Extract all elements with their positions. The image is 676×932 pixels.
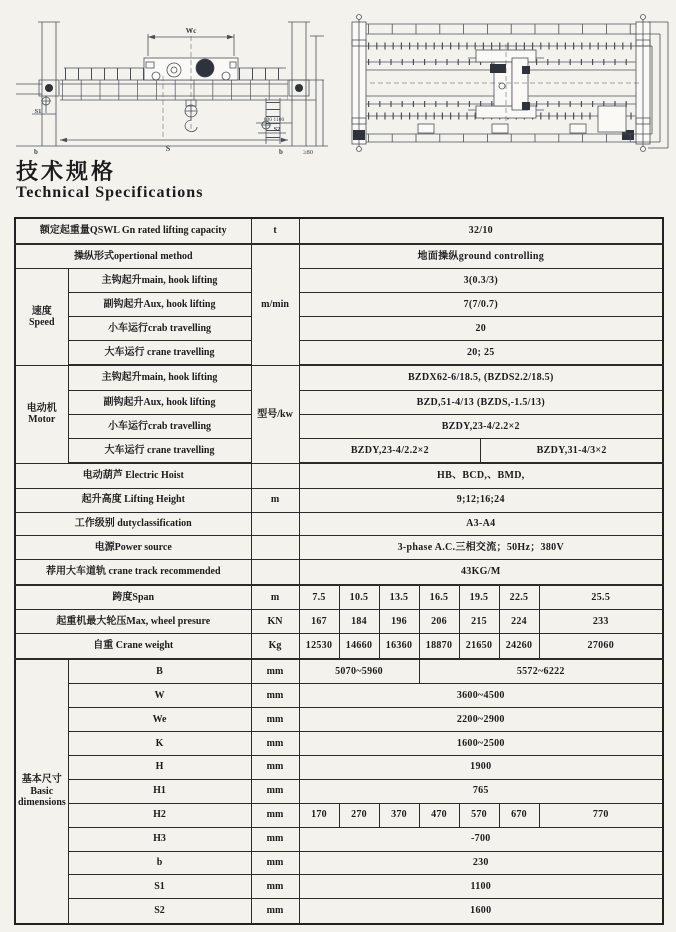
row-hoist-unit bbox=[251, 463, 299, 488]
row-wc-value: 2200~2900 bbox=[299, 707, 663, 731]
table-row bbox=[15, 390, 663, 414]
row-h2-label: H2 bbox=[68, 803, 251, 827]
row-span-label: 跨度Span bbox=[15, 585, 251, 610]
row-b-dim-value-right: 5572~6222 bbox=[419, 659, 663, 684]
row-motor-crane-value-left: BZDY,23-4/2.2×2 bbox=[300, 439, 482, 462]
h2-value: 370 bbox=[379, 803, 419, 827]
wheelpressure-value: 233 bbox=[539, 610, 663, 634]
table-row bbox=[15, 341, 663, 366]
h2-value: 270 bbox=[339, 803, 379, 827]
row-h-label: H bbox=[68, 755, 251, 779]
row-motor-crane-value bbox=[299, 438, 663, 463]
h2-value: 670 bbox=[499, 803, 539, 827]
table-row bbox=[15, 779, 663, 803]
wheelpressure-value: 206 bbox=[419, 610, 459, 634]
row-track-unit bbox=[251, 560, 299, 585]
group-speed-en: Speed bbox=[28, 317, 55, 329]
row-height-value: 9;12;16;24 bbox=[299, 488, 663, 512]
row-h1-label: H1 bbox=[68, 779, 251, 803]
span-value: 13.5 bbox=[379, 585, 419, 610]
wheelpressure-value: 167 bbox=[299, 610, 339, 634]
span-value: 7.5 bbox=[299, 585, 339, 610]
row-hoist-label: 电动葫芦 Electric Hoist bbox=[15, 463, 251, 488]
h2-value: 470 bbox=[419, 803, 459, 827]
table-row bbox=[15, 827, 663, 851]
table-row bbox=[15, 851, 663, 875]
h2-value: 770 bbox=[539, 803, 663, 827]
table-row bbox=[15, 634, 663, 659]
h2-value: 170 bbox=[299, 803, 339, 827]
wheelpressure-value: 184 bbox=[339, 610, 379, 634]
dim-label-s1: S1 bbox=[34, 108, 42, 115]
table-row bbox=[15, 803, 663, 827]
table-row bbox=[15, 731, 663, 755]
row-w-value: 3600~4500 bbox=[299, 683, 663, 707]
row-h1-value: 765 bbox=[299, 779, 663, 803]
table-row bbox=[15, 683, 663, 707]
row-wheelpressure-label: 起重机最大轮压Max, wheel presure bbox=[15, 610, 251, 634]
row-motor-main-label: 主钩起升main, hook lifting bbox=[68, 365, 251, 390]
weight-value: 12530 bbox=[299, 634, 339, 659]
row-speed-aux-value: 7(7/0.7) bbox=[299, 293, 663, 317]
row-method-value: 地面操纵ground controlling bbox=[299, 244, 663, 269]
weight-value: 16360 bbox=[379, 634, 419, 659]
row-h-unit: mm bbox=[251, 755, 299, 779]
group-motor-zh: 电动机 bbox=[26, 402, 57, 414]
row-track-value: 43KG/M bbox=[299, 560, 663, 585]
page-title-en: Technical Specifications bbox=[16, 184, 204, 202]
row-w-label: W bbox=[68, 683, 251, 707]
row-w-unit: mm bbox=[251, 683, 299, 707]
table-row bbox=[15, 899, 663, 924]
weight-value: 21650 bbox=[459, 634, 499, 659]
table-row bbox=[15, 463, 663, 488]
group-dimensions-zh: 基本尺寸 bbox=[21, 774, 62, 786]
table-row bbox=[15, 269, 663, 293]
table-row bbox=[15, 317, 663, 341]
row-motor-crab-value: BZDY,23-4/2.2×2 bbox=[299, 414, 663, 438]
row-speed-crab-label: 小车运行crab travelling bbox=[68, 317, 251, 341]
row-b-dim-value-left: 5070~5960 bbox=[299, 659, 419, 684]
row-power-unit bbox=[251, 536, 299, 560]
row-track-label: 荐用大车道轨 crane track recommended bbox=[15, 560, 251, 585]
table-row bbox=[15, 560, 663, 585]
wheelpressure-value: 224 bbox=[499, 610, 539, 634]
row-weight-label: 自重 Crane weight bbox=[15, 634, 251, 659]
weight-value: 14660 bbox=[339, 634, 379, 659]
dim-label-s2: S2 bbox=[273, 126, 281, 133]
row-method-label: 操纵形式opertional method bbox=[15, 244, 251, 269]
span-value: 16.5 bbox=[419, 585, 459, 610]
row-b-small-value: 230 bbox=[299, 851, 663, 875]
table-row bbox=[15, 488, 663, 512]
row-capacity-unit: t bbox=[251, 218, 299, 244]
row-h3-value: -700 bbox=[299, 827, 663, 851]
row-speed-crane-label: 大车运行 crane travelling bbox=[68, 341, 251, 366]
table-row bbox=[15, 610, 663, 634]
group-dimensions-en: Basic dimensions bbox=[18, 785, 66, 809]
row-motor-crane-label: 大车运行 crane travelling bbox=[68, 438, 251, 463]
technical-drawings bbox=[8, 6, 670, 160]
row-k-label: K bbox=[68, 731, 251, 755]
row-motor-main-value: BZDX62-6/18.5, (BZDS2.2/18.5) bbox=[299, 365, 663, 390]
table-row bbox=[15, 293, 663, 317]
row-b-small-label: b bbox=[68, 851, 251, 875]
speed-unit-cell: m/min bbox=[251, 244, 299, 366]
wheelpressure-value: 196 bbox=[379, 610, 419, 634]
dim-label-s: S bbox=[165, 144, 171, 153]
table-row bbox=[15, 707, 663, 731]
row-motor-crane-value-right: BZDY,31-4/3×2 bbox=[536, 444, 607, 456]
weight-value: 24260 bbox=[499, 634, 539, 659]
row-motor-aux-label: 副钩起升Aux, hook lifting bbox=[68, 390, 251, 414]
crane-plan-view-drawing bbox=[340, 6, 670, 160]
table-row bbox=[15, 875, 663, 899]
dim-label-b-right: b bbox=[279, 148, 283, 156]
row-motor-crab-label: 小车运行crab travelling bbox=[68, 414, 251, 438]
group-speed-zh: 速度 bbox=[31, 305, 52, 317]
row-wheelpressure-unit: KN bbox=[251, 610, 299, 634]
row-speed-crane-value: 20; 25 bbox=[299, 341, 663, 366]
table-row bbox=[15, 244, 663, 269]
group-motor-en: Motor bbox=[28, 414, 56, 426]
crane-front-elevation-drawing bbox=[8, 6, 334, 160]
wheelpressure-value: 215 bbox=[459, 610, 499, 634]
row-h2-unit: mm bbox=[251, 803, 299, 827]
row-wc-unit: mm bbox=[251, 707, 299, 731]
table-row bbox=[15, 438, 663, 463]
dim-label-min-clearance: ≥80 bbox=[302, 149, 314, 156]
row-h3-unit: mm bbox=[251, 827, 299, 851]
page-title-zh: 技术规格 bbox=[16, 160, 117, 185]
span-value: 25.5 bbox=[539, 585, 663, 610]
weight-value: 18870 bbox=[419, 634, 459, 659]
weight-value: 27060 bbox=[539, 634, 663, 659]
row-s2-label: S2 bbox=[68, 899, 251, 924]
dim-label-b-left: b bbox=[34, 148, 38, 156]
title-block bbox=[16, 161, 203, 202]
table-row bbox=[15, 512, 663, 536]
group-speed bbox=[15, 269, 68, 366]
row-span-unit: m bbox=[251, 585, 299, 610]
span-value: 10.5 bbox=[339, 585, 379, 610]
row-capacity-value: 32/10 bbox=[299, 218, 663, 244]
row-duty-value: A3-A4 bbox=[299, 512, 663, 536]
table-row bbox=[15, 414, 663, 438]
row-power-value: 3-phase A.C.三相交流；50Hz；380V bbox=[299, 536, 663, 560]
row-speed-crab-value: 20 bbox=[299, 317, 663, 341]
row-speed-main-value: 3(0.3/3) bbox=[299, 269, 663, 293]
table-row bbox=[15, 659, 663, 684]
row-b-dim-label: B bbox=[68, 659, 251, 684]
row-height-label: 起升高度 Lifting Height bbox=[15, 488, 251, 512]
row-power-label: 电源Power source bbox=[15, 536, 251, 560]
row-b-dim-unit: mm bbox=[251, 659, 299, 684]
row-duty-label: 工作级别 dutyclassification bbox=[15, 512, 251, 536]
row-s2-unit: mm bbox=[251, 899, 299, 924]
table-row bbox=[15, 365, 663, 390]
spec-table bbox=[14, 217, 664, 925]
table-row bbox=[15, 536, 663, 560]
table-row bbox=[15, 585, 663, 610]
group-basic-dimensions bbox=[15, 659, 68, 924]
row-weight-unit: Kg bbox=[251, 634, 299, 659]
row-hoist-value: HB、BCD,、BMD, bbox=[299, 463, 663, 488]
row-b-small-unit: mm bbox=[251, 851, 299, 875]
row-capacity-label: 额定起重量QSWL Gn rated lifting capacity bbox=[15, 218, 251, 244]
row-h1-unit: mm bbox=[251, 779, 299, 803]
row-motor-aux-value: BZD,51-4/13 (BZDS,-1.5/13) bbox=[299, 390, 663, 414]
row-speed-main-label: 主钩起升main, hook lifting bbox=[68, 269, 251, 293]
row-k-value: 1600~2500 bbox=[299, 731, 663, 755]
h2-value: 570 bbox=[459, 803, 499, 827]
row-s1-label: S1 bbox=[68, 875, 251, 899]
row-duty-unit bbox=[251, 512, 299, 536]
row-height-unit: m bbox=[251, 488, 299, 512]
row-wc-label: We bbox=[68, 707, 251, 731]
dim-label-600-1100: 600 1100 bbox=[263, 117, 285, 123]
row-speed-aux-label: 副钩起升Aux, hook lifting bbox=[68, 293, 251, 317]
group-motor bbox=[15, 365, 68, 463]
span-value: 19.5 bbox=[459, 585, 499, 610]
table-row bbox=[15, 218, 663, 244]
motor-unit-cell: 型号/kw bbox=[251, 365, 299, 463]
row-h3-label: H3 bbox=[68, 827, 251, 851]
row-k-unit: mm bbox=[251, 731, 299, 755]
table-row bbox=[15, 755, 663, 779]
row-s1-unit: mm bbox=[251, 875, 299, 899]
row-h-value: 1900 bbox=[299, 755, 663, 779]
span-value: 22.5 bbox=[499, 585, 539, 610]
row-s1-value: 1100 bbox=[299, 875, 663, 899]
row-s2-value: 1600 bbox=[299, 899, 663, 924]
dim-label-wc: Wc bbox=[185, 26, 197, 35]
